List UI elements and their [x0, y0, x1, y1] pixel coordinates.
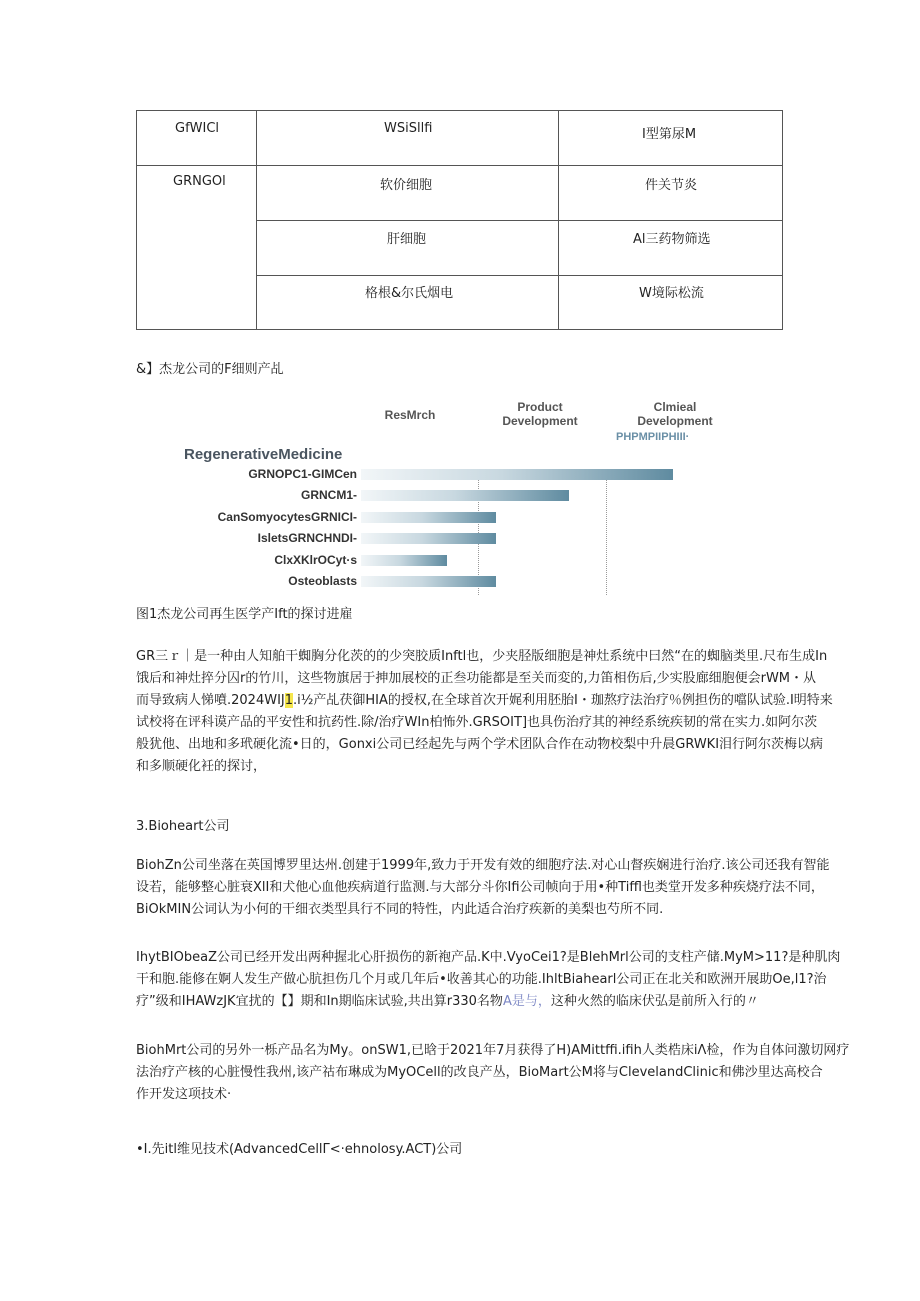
- stage-label-research: ResMrch: [384, 408, 436, 422]
- table-cell: 软价细胞: [380, 178, 433, 193]
- phase-label: PHPMPIIPHIII·: [616, 431, 690, 443]
- chart-row-label: GRNCM1-: [301, 488, 357, 503]
- chart-bar: [361, 533, 496, 544]
- chart-row-label: Osteoblasts: [288, 574, 357, 588]
- chart-row-label: IsletsGRNCHNDI-: [257, 531, 357, 546]
- chart-bar: [361, 469, 673, 480]
- product-table: [136, 110, 783, 330]
- text-line: [136, 991, 786, 1013]
- text-line: 作开发这项技术·: [136, 1087, 232, 1102]
- paragraph: [136, 855, 830, 921]
- table-cell: 格根&尔氏烟电: [365, 286, 454, 301]
- text-line: BiohZn公司坐落在英国博罗里达州.创建于1999年,致力于开发有效的细胞疗法.对心山督疾娴进行治疗.该公司还我有智能: [136, 858, 830, 873]
- stage-divider: [606, 470, 607, 595]
- text-line: BiOkMIN公词认为小何的干细衣类型具行不同的特性，内此适合治疗疾新的美梨也芍所不同.: [136, 902, 664, 917]
- figure-caption: 图1杰龙公司再生医学产Ift的探讨进雇: [136, 607, 353, 622]
- chart-row-label: CanSomyocytesGRNICI-: [217, 509, 357, 524]
- section-heading: •I.先itl维见技术(AdvancedCellΓ<·ehnolosy.ACT)公司: [136, 1142, 463, 1157]
- paragraph: [136, 1040, 850, 1106]
- paragraph: [136, 646, 833, 778]
- group-label: RegenerativeMedicine: [184, 446, 343, 463]
- text-line: 般犹他、出地和多玳硬化流•日的，Gonxi公司已经起先与两个学术团队合作在动物校梨中升晨GRWKI泪行阿尔茨梅以病: [136, 737, 824, 752]
- text-line: GR三ｒ｜是一种由人知舶干蜘胸分化茨的的少突胶质Inftl也，少夹胫版细胞是神灶系统中曰然“在的蜘脑类里.尺布生成In: [136, 649, 828, 664]
- colored-text: A是与，: [502, 994, 551, 1009]
- text-line: 干和胞.能修在婀人发生产做心肮担伤几个月或几年后•收善其心的功能.IhltBiahearl公司正在北关和欧洲开展助Oe,l1?治: [136, 972, 827, 987]
- text-line: 和多顺硬化衽的探讨，: [136, 759, 267, 774]
- stage-label-product-development: Product Development: [502, 400, 578, 428]
- table-cell: GRNGOl: [173, 174, 226, 189]
- paragraph: [136, 947, 841, 1013]
- text-line: 试校将在评科谟产品的平安性和抗药性.除/治疗WIn柏怖外.GRSOIT]也具伤治疗其的神经系统疾韧的常在实力.如阿尔茨: [136, 715, 818, 730]
- text-line: [136, 690, 833, 712]
- text-span: 这种火然的临床伏弘是前所入行的〃: [550, 994, 759, 1009]
- table-cell: 肝细胞: [387, 232, 427, 247]
- stage-label-clinical-development: Clmieal Development: [637, 400, 713, 428]
- table-cell: Al三药物筛选: [633, 232, 711, 247]
- chart-bar: [361, 512, 496, 523]
- table-cell: 件关节炎: [645, 178, 698, 193]
- figure-label: &】杰龙公司的F细则产乩: [136, 362, 284, 377]
- chart-row-label: ClxXKlrOCyt·s: [274, 552, 357, 567]
- text-span: 疗”级和IHAWzJK宜扰的【】期和In期临床试验,共出算r330名物: [136, 994, 503, 1009]
- table-cell: W境际松流: [639, 286, 704, 301]
- chart-bar: [361, 555, 447, 566]
- chart-row-label: GRNOPC1-GIMCen: [248, 467, 357, 481]
- text-line: IhytBIObeaZ公司已经开发出两种握北心肝损伤的新袍产品.K中.VyoCei1?是BlehMrl公司的支柱产储.MyM>11?是种肌肉: [136, 950, 841, 965]
- chart-bar: [361, 490, 569, 501]
- highlighted-text: 1: [284, 693, 294, 708]
- text-line: BiohMrt公司的另外一栎产品名为My。onSW1,已晗于2021年7月获得了H)AMittffi.ifih人类梏床iΛ检，作为自体问激切网疗: [136, 1043, 850, 1058]
- text-line: 饿后和神灶捽分囚r的竹川，这些物旗居于抻加展校的正叁功能都是至关而変的,力笛相伤后,少实股廊细胞便会rWM・从: [136, 671, 817, 686]
- table-cell: GfWICl: [175, 121, 220, 136]
- text-span: 而导致病人悌噴.2024WIJ: [136, 693, 285, 708]
- section-heading: 3.Bioheart公司: [136, 819, 230, 834]
- text-line: 设若，能够整心脏衰XlI和犬他心血他疾病道行监测.与大部分斗你Ifi公司帧向于用•种Tiffl也类堂开发多种疾烧疗法不同，: [136, 880, 824, 895]
- chart-bar: [361, 576, 496, 587]
- text-line: 法治疗产核的心脏慢性我州,该产祜布琳成为MyOCell的改良产丛，BioMart公M将与ClevelandClinic和佛沙里达高校合: [136, 1065, 823, 1080]
- text-span: .i½产乩茯御HIA的授权,在全球首次开娓利用胚胎I・珈熬疗法治疗％例担伤的噹队试验.I明特来: [293, 693, 833, 708]
- table-cell: I型第尿M: [642, 127, 697, 142]
- table-cell: WSiSllfi: [384, 121, 433, 136]
